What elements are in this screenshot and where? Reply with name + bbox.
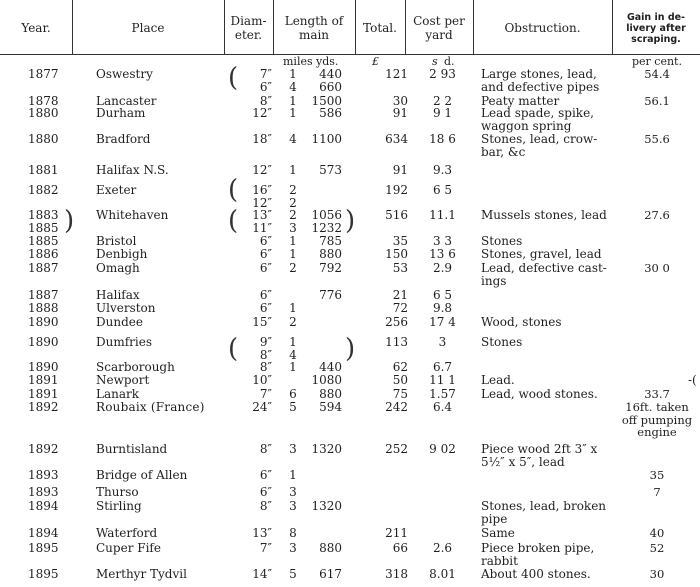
miles-cell: 3 — [289, 541, 297, 555]
place-cell: Halifax N.S. — [96, 163, 169, 177]
total-cell: 75 — [392, 387, 408, 401]
diameter-cell: 6″ — [259, 261, 272, 275]
cost-cell: 1.57 — [429, 387, 456, 401]
cost-cell: 9.8 — [432, 301, 453, 315]
gain-cell: 27.6 — [644, 208, 670, 222]
year-cell: 1892 — [28, 442, 59, 456]
year-cell: 1893 — [28, 485, 59, 499]
cost-cell: 6 5 — [432, 288, 453, 302]
place-cell: Lanark — [96, 387, 140, 401]
year-cell: 1886 — [28, 247, 59, 261]
year-cell: 1883 1885 — [28, 208, 59, 235]
year-cell: 1885 — [28, 234, 59, 248]
obstruction-cell: Piece wood 2ft 3″ x 5½″ x 5″, lead — [481, 442, 598, 469]
total-cell: 91 — [392, 106, 408, 120]
cost-cell: 8.01 — [429, 567, 456, 581]
yds-cell: 586 — [319, 106, 342, 120]
place-cell: Merthyr Tydvil — [96, 567, 187, 581]
unit-percent: per cent. — [632, 55, 682, 68]
diameter-cell: 8″ — [259, 499, 272, 513]
cost-cell: 2 2 — [432, 94, 453, 108]
yds-cell: 1500 — [311, 94, 342, 108]
brace-diameter-oswestry: ( — [228, 63, 239, 93]
cost-cell: 2.9 — [432, 261, 453, 275]
year-cell: 1881 — [28, 163, 59, 177]
miles-cell: 8 — [289, 526, 297, 540]
cost-cell: 6.4 — [432, 400, 453, 414]
diameter-cell: 8″ — [259, 360, 272, 374]
year-cell: 1891 — [28, 373, 59, 387]
total-cell: 121 — [385, 67, 408, 81]
yds-cell: 594 — [319, 400, 342, 414]
miles-cell: 1 — [289, 468, 297, 482]
yds-cell: 792 — [319, 261, 342, 275]
place-cell: Lancaster — [96, 94, 157, 108]
diameter-cell: 6″ — [259, 301, 272, 315]
obstruction-cell: Same — [481, 526, 515, 540]
yds-cell: 440 — [319, 360, 342, 374]
total-cell: 256 — [385, 315, 408, 329]
place-cell: Exeter — [96, 183, 137, 197]
place-cell: Waterford — [96, 526, 158, 540]
header-gain: Gain in de- livery after scraping. — [626, 11, 686, 45]
header-total: Total. — [363, 21, 397, 35]
yds-cell: 776 — [319, 288, 342, 302]
diameter-cell: 9″ 8″ — [259, 335, 272, 362]
miles-cell: 1 — [289, 94, 297, 108]
year-cell: 1894 — [28, 499, 59, 513]
gain-cell: 35 — [649, 468, 665, 482]
diameter-cell: 13″ 11″ — [252, 208, 272, 235]
gain-cell: 7 — [653, 485, 661, 499]
diameter-cell: 12″ — [252, 106, 272, 120]
miles-cell: 2 2 — [289, 183, 297, 210]
cost-cell: 2 93 — [429, 67, 456, 81]
cost-cell: 11.1 — [429, 208, 456, 222]
place-cell: Dundee — [96, 315, 143, 329]
total-cell: 634 — [385, 132, 408, 146]
cost-cell: 6 5 — [432, 183, 453, 197]
gain-cell: 30 — [649, 567, 665, 581]
diameter-cell: 6″ — [259, 234, 272, 248]
header-diameter: Diam- eter. — [230, 14, 267, 42]
diameter-cell: 24″ — [252, 400, 272, 414]
diameter-cell: 12″ — [252, 163, 272, 177]
header-obstruction: Obstruction. — [504, 21, 581, 35]
yds-cell: 1320 — [311, 442, 342, 456]
cost-cell: 9 1 — [432, 106, 453, 120]
header-place: Place — [131, 21, 165, 35]
miles-cell: 2 3 — [289, 208, 297, 235]
brace-diameter-exeter: ( — [228, 175, 239, 205]
total-cell: 150 — [385, 247, 408, 261]
miles-cell: 3 — [289, 442, 297, 456]
diameter-cell: 7″ — [259, 387, 272, 401]
year-cell: 1890 — [28, 360, 59, 374]
total-cell: 66 — [392, 541, 408, 555]
place-cell: Durham — [96, 106, 146, 120]
total-cell: 252 — [385, 442, 408, 456]
obstruction-cell: Lead, defective cast-ings — [481, 261, 607, 288]
obstruction-cell: Wood, stones — [481, 315, 562, 329]
year-cell: 1895 — [28, 567, 59, 581]
place-cell: Newport — [96, 373, 150, 387]
obstruction-cell: Lead, wood stones. — [481, 387, 598, 401]
diameter-cell: 6″ — [259, 468, 272, 482]
gain-cell: 56.1 — [644, 94, 670, 108]
place-cell: Scarborough — [96, 360, 175, 374]
total-cell: 53 — [392, 261, 408, 275]
miles-cell: 2 — [289, 261, 297, 275]
miles-cell: 1 — [289, 234, 297, 248]
place-cell: Halifax — [96, 288, 140, 302]
miles-cell: 1 — [289, 247, 297, 261]
diameter-cell: 7″ — [259, 541, 272, 555]
unit-pounds: £ — [372, 55, 379, 68]
cost-cell: 9.3 — [432, 163, 453, 177]
miles-cell: 1 4 — [289, 335, 297, 362]
place-cell: Thurso — [96, 485, 139, 499]
obstruction-cell: Lead spade, spike, waggon spring — [481, 106, 594, 133]
unit-shillings: s — [432, 55, 438, 68]
miles-cell: 4 — [289, 132, 297, 146]
total-cell: 21 — [392, 288, 408, 302]
total-cell: 50 — [392, 373, 408, 387]
obstruction-cell: Stones, lead, crow-bar, &c — [481, 132, 598, 159]
header-year: Year. — [21, 21, 51, 35]
yds-cell: 880 — [319, 387, 342, 401]
cost-cell: 3 — [438, 335, 447, 349]
diameter-cell: 18″ — [252, 132, 272, 146]
diameter-cell: 14″ — [252, 567, 272, 581]
unit-pence: d. — [444, 55, 455, 68]
diameter-cell: 8″ — [259, 94, 272, 108]
brace-diameter-dumfries: ( — [228, 334, 239, 364]
total-cell: 30 — [392, 94, 408, 108]
year-cell: 1880 — [28, 132, 59, 146]
place-cell: Bradford — [96, 132, 151, 146]
place-cell: Ulverston — [96, 301, 156, 315]
miles-cell: 6 — [289, 387, 297, 401]
gain-cell: 30 0 — [644, 261, 670, 275]
miles-cell: 2 — [289, 315, 297, 329]
gain-cell: 52 — [649, 541, 665, 555]
yds-cell: 440 660 — [319, 67, 342, 94]
place-cell: Bristol — [96, 234, 137, 248]
place-cell: Bridge of Allen — [96, 468, 188, 482]
year-cell: 1877 — [28, 67, 59, 81]
year-cell: 1887 — [28, 261, 59, 275]
obstruction-cell: Stones, gravel, lead — [481, 247, 602, 261]
cost-cell: 3 3 — [432, 234, 453, 248]
place-cell: Stirling — [96, 499, 142, 513]
year-cell: 1882 — [28, 183, 59, 197]
header-cost: Cost per yard — [413, 14, 465, 42]
place-cell: Omagh — [96, 261, 140, 275]
gain-cell: 16ft. taken off pumping engine — [621, 400, 693, 439]
cost-cell: 9 02 — [429, 442, 456, 456]
gain-cell: 54.4 — [644, 67, 670, 81]
obstruction-cell: Stones — [481, 234, 523, 248]
diameter-cell: 6″ — [259, 247, 272, 261]
unit-miles: miles — [283, 55, 313, 68]
year-cell: 1891 — [28, 387, 59, 401]
year-cell: 1893 — [28, 468, 59, 482]
diameter-cell: 8″ — [259, 442, 272, 456]
gain-cell: 55.6 — [644, 132, 670, 146]
brace-yds-dumfries: ) — [345, 334, 356, 364]
place-cell: Dumfries — [96, 335, 153, 349]
yds-cell: 1056 1232 — [311, 208, 342, 235]
total-cell: 211 — [385, 526, 408, 540]
cost-cell: 13 6 — [429, 247, 456, 261]
total-cell: 62 — [392, 360, 408, 374]
obstruction-cell: Lead. — [481, 373, 515, 387]
place-cell: Roubaix (France) — [96, 400, 205, 414]
obstruction-cell: Stones — [481, 335, 523, 349]
year-cell: 1880 — [28, 106, 59, 120]
diameter-cell: 16″ 12″ — [252, 183, 272, 210]
year-cell: 1894 — [28, 526, 59, 540]
gain-cell: 33.7 — [644, 387, 670, 401]
diameter-cell: 15″ — [252, 315, 272, 329]
diameter-cell: 7″ 6″ — [259, 67, 272, 94]
year-cell: 1887 — [28, 288, 59, 302]
obstruction-cell: Large stones, lead, and defective pipes — [481, 67, 600, 94]
miles-cell: 1 — [289, 301, 297, 315]
obstruction-cell: Mussels stones, lead — [481, 208, 607, 222]
header-length: Length of main — [284, 14, 344, 42]
brace-year-whitehaven: ) — [64, 206, 75, 236]
yds-cell: 1320 — [311, 499, 342, 513]
year-cell: 1890 — [28, 335, 59, 349]
cost-cell: 11 1 — [429, 373, 456, 387]
place-cell: Whitehaven — [96, 208, 169, 222]
obstruction-cell: Piece broken pipe, rabbit — [481, 541, 595, 568]
gain-cell: 40 — [649, 526, 665, 540]
miles-cell: 1 — [289, 106, 297, 120]
unit-yds: yds. — [316, 55, 339, 68]
year-cell: 1892 — [28, 400, 59, 414]
miles-cell: 1 — [289, 163, 297, 177]
obstruction-cell: About 400 stones. — [481, 567, 591, 581]
diameter-cell: 13″ — [252, 526, 272, 540]
miles-cell: 1 4 — [289, 67, 297, 94]
total-cell: 318 — [385, 567, 408, 581]
cost-cell: 17 4 — [429, 315, 456, 329]
diameter-cell: 10″ — [252, 373, 272, 387]
margin-mark: -( — [688, 373, 697, 387]
yds-cell: 1100 — [311, 132, 342, 146]
total-cell: 72 — [392, 301, 408, 315]
diameter-cell: 6″ — [259, 288, 272, 302]
year-cell: 1878 — [28, 94, 59, 108]
total-cell: 35 — [392, 234, 408, 248]
miles-cell: 5 — [289, 567, 297, 581]
obstruction-cell: Stones, lead, broken pipe — [481, 499, 607, 526]
place-cell: Burntisland — [96, 442, 168, 456]
yds-cell: 880 — [319, 247, 342, 261]
total-cell: 242 — [385, 400, 408, 414]
total-cell: 113 — [385, 335, 408, 349]
place-cell: Oswestry — [96, 67, 153, 81]
miles-cell: 5 — [289, 400, 297, 414]
yds-cell: 1080 — [311, 373, 342, 387]
obstruction-cell: Peaty matter — [481, 94, 560, 108]
brace-yds-whitehaven: ) — [345, 206, 356, 236]
miles-cell: 1 — [289, 360, 297, 374]
miles-cell: 3 — [289, 485, 297, 499]
total-cell: 516 — [385, 208, 408, 222]
cost-cell: 18 6 — [429, 132, 456, 146]
yds-cell: 573 — [319, 163, 342, 177]
diameter-cell: 6″ — [259, 485, 272, 499]
cost-cell: 6.7 — [432, 360, 453, 374]
place-cell: Cuper Fife — [96, 541, 161, 555]
year-cell: 1895 — [28, 541, 59, 555]
year-cell: 1888 — [28, 301, 59, 315]
yds-cell: 785 — [319, 234, 342, 248]
yds-cell: 617 — [319, 567, 342, 581]
cost-cell: 2.6 — [432, 541, 453, 555]
total-cell: 192 — [385, 183, 408, 197]
yds-cell: 880 — [319, 541, 342, 555]
place-cell: Denbigh — [96, 247, 148, 261]
year-cell: 1890 — [28, 315, 59, 329]
total-cell: 91 — [392, 163, 408, 177]
miles-cell: 3 — [289, 499, 297, 513]
brace-diameter-whitehaven: ( — [228, 206, 239, 236]
